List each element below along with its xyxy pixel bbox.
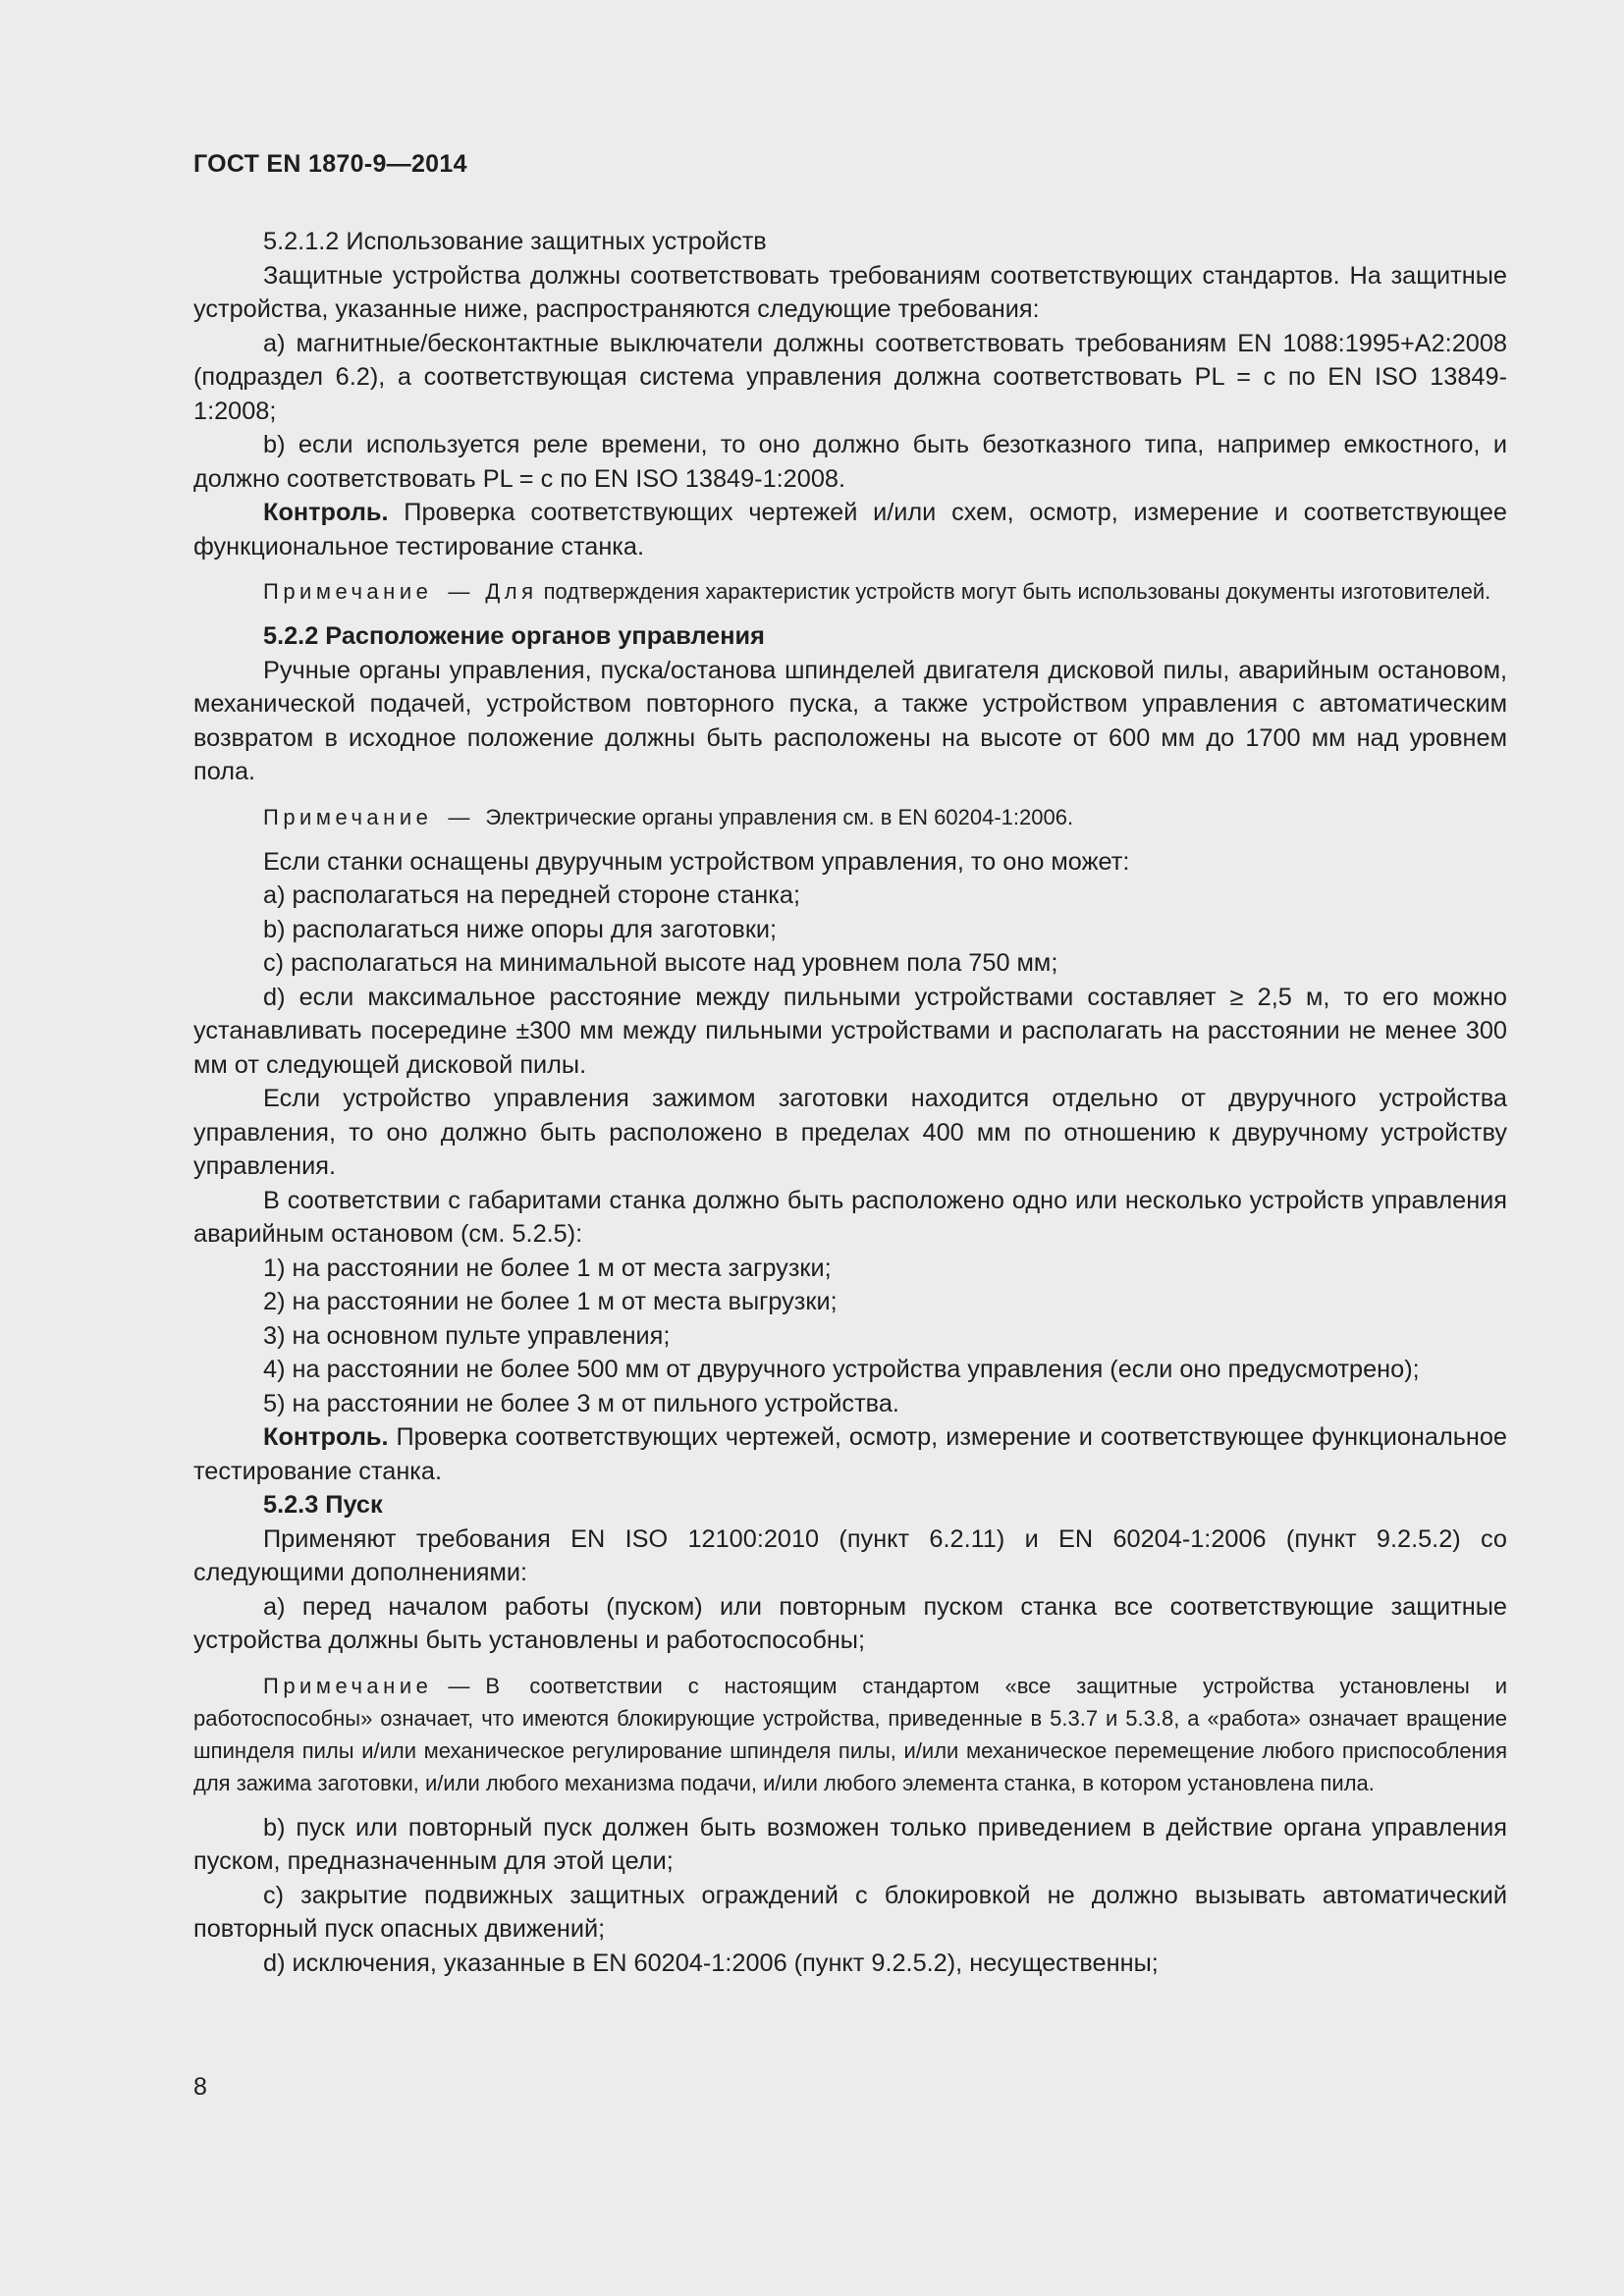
list-item: 2) на расстоянии не более 1 м от места выгрузки; <box>263 1288 838 1315</box>
note-label: Примечание <box>263 1673 433 1698</box>
page-number: 8 <box>193 2073 207 2101</box>
note-lead: Для <box>485 579 538 604</box>
section-heading: 5.2.3 Пуск <box>263 1491 383 1519</box>
control-text: Проверка соответствующих чертежей и/или схем, осмотр, измерение и соответствующее функциональное тестирование станка. <box>193 499 1507 561</box>
note: Примечание — Электрические органы управления см. в EN 60204-1:2006. <box>263 804 1074 829</box>
clause-title: 5.2.1.2 Использование защитных устройств <box>263 228 767 255</box>
paragraph: Защитные устройства должны соответствовать требованиям соответствующих стандартов. На защитные устройства, указанные ниже, распространяются следующие требования: <box>193 261 1507 323</box>
control-text: Проверка соответствующих чертежей, осмотр, измерение и соответствующее функциональное тестирование станка. <box>193 1423 1507 1485</box>
note-text: соответствии с настоящим стандартом «все защитные устройства установлены и работоспособны» означает, что имеются блокирующие устройства, приведенные в 5.3.7 и 5.3.8, а «работа» означает вращение шпинделя пилы и/или механическое регулирование шпинделя пилы, и/или механическое перемещение любого приспособления для зажима заготовки, и/или любого механизма подачи, и/или любого элемента станка, в котором установлена пила. <box>193 1673 1507 1795</box>
paragraph: В соответствии с габаритами станка должно быть расположено одно или несколько устройств управления аварийным остановом (см. 5.2.5): <box>193 1186 1507 1248</box>
note-label: Примечание <box>263 579 433 604</box>
note: Примечание — В соответствии с настоящим стандартом «все защитные устройства установлены и работоспособны» означает, что имеются блокирующие устройства, приведенные в 5.3.7 и 5.3.8, а «работа» означает вращение шпинделя пилы и/или механическое регулирование шпинделя пилы, и/или механическое перемещение любого приспособления для зажима заготовки, и/или любого механизма подачи, и/или любого элемента станка, в котором установлена пила. <box>193 1673 1507 1795</box>
control-paragraph <box>193 496 1507 563</box>
list-item: b) если используется реле времени, то оно должно быть безотказного типа, например емкостного, и должно соответствовать PL = c по EN ISO 13849-1:2008. <box>193 431 1507 493</box>
note-lead: В <box>485 1673 505 1698</box>
list-item: d) исключения, указанные в EN 60204-1:2006 (пункт 9.2.5.2), несущественны; <box>263 1949 1159 1977</box>
list-item: b) располагаться ниже опоры для заготовки; <box>263 915 778 943</box>
list-item: a) перед началом работы (пуском) или повторным пуском станка все соответствующие защитные устройства должны быть установлены и работоспособны; <box>193 1592 1507 1654</box>
list-item: c) располагаться на минимальной высоте над уровнем пола 750 мм; <box>263 949 1058 977</box>
note-text: Электрические органы управления см. в EN 60204-1:2006. <box>485 804 1074 829</box>
list-item: a) магнитные/бесконтактные выключатели должны соответствовать требованиям EN 1088:1995+A2:2008 (подраздел 6.2), а соответствующая система управления должна соответствовать PL = c по EN ISO 13849-1:2008; <box>193 329 1507 425</box>
section-heading: 5.2.2 Расположение органов управления <box>263 622 765 650</box>
paragraph: Применяют требования EN ISO 12100:2010 (пункт 6.2.11) и EN 60204-1:2006 (пункт 9.2.5.2) со следующими дополнениями: <box>193 1524 1507 1586</box>
list-item: 5) на расстоянии не более 3 м от пильного устройства. <box>263 1389 899 1417</box>
note: Примечание — Для подтверждения характеристик устройств могут быть использованы документы изготовителей. <box>263 579 1491 604</box>
list-item: 1) на расстоянии не более 1 м от места загрузки; <box>263 1254 832 1282</box>
list-item: c) закрытие подвижных защитных ограждений с блокировкой не должно вызывать автоматический повторный пуск опасных движений; <box>193 1881 1507 1943</box>
control-label: Контроль. <box>263 1423 389 1451</box>
control-label: Контроль. <box>263 499 389 526</box>
document-body <box>193 225 1507 1980</box>
list-item: 3) на основном пульте управления; <box>263 1321 671 1350</box>
control-paragraph <box>193 1420 1507 1488</box>
list-item: 4) на расстоянии не более 500 мм от двуручного устройства управления (если оно предусмотрено); <box>263 1356 1420 1383</box>
list-item: d) если максимальное расстояние между пильными устройствами составляет ≥ 2,5 м, то его можно устанавливать посередине ±300 мм между пильными устройствами и располагать на расстоянии не менее 300 мм от следующей дисковой пилы. <box>193 983 1507 1079</box>
document-header: ГОСТ EN 1870-9—2014 <box>193 150 467 178</box>
paragraph: Ручные органы управления, пуска/останова шпинделей двигателя дисковой пилы, аварийным остановом, механической подачей, устройством повторного пуска, а также устройством управления с автоматическим возвратом в исходное положение должны быть расположены на высоте от 600 мм до 1700 мм над уровнем пола. <box>193 656 1507 785</box>
list-item: a) располагаться на передней стороне станка; <box>263 881 800 909</box>
note-label: Примечание <box>263 804 433 829</box>
note-text: подтверждения характеристик устройств могут быть использованы документы изготовителей. <box>537 579 1491 604</box>
paragraph: Если устройство управления зажимом заготовки находится отдельно от двуручного устройства управления, то оно должно быть расположено в пределах 400 мм по отношению к двуручному устройству управления. <box>193 1085 1507 1180</box>
paragraph: Если станки оснащены двуручным устройством управления, то оно может: <box>263 847 1130 876</box>
list-item: b) пуск или повторный пуск должен быть возможен только приведением в действие органа управления пуском, предназначенным для этой цели; <box>193 1813 1507 1875</box>
